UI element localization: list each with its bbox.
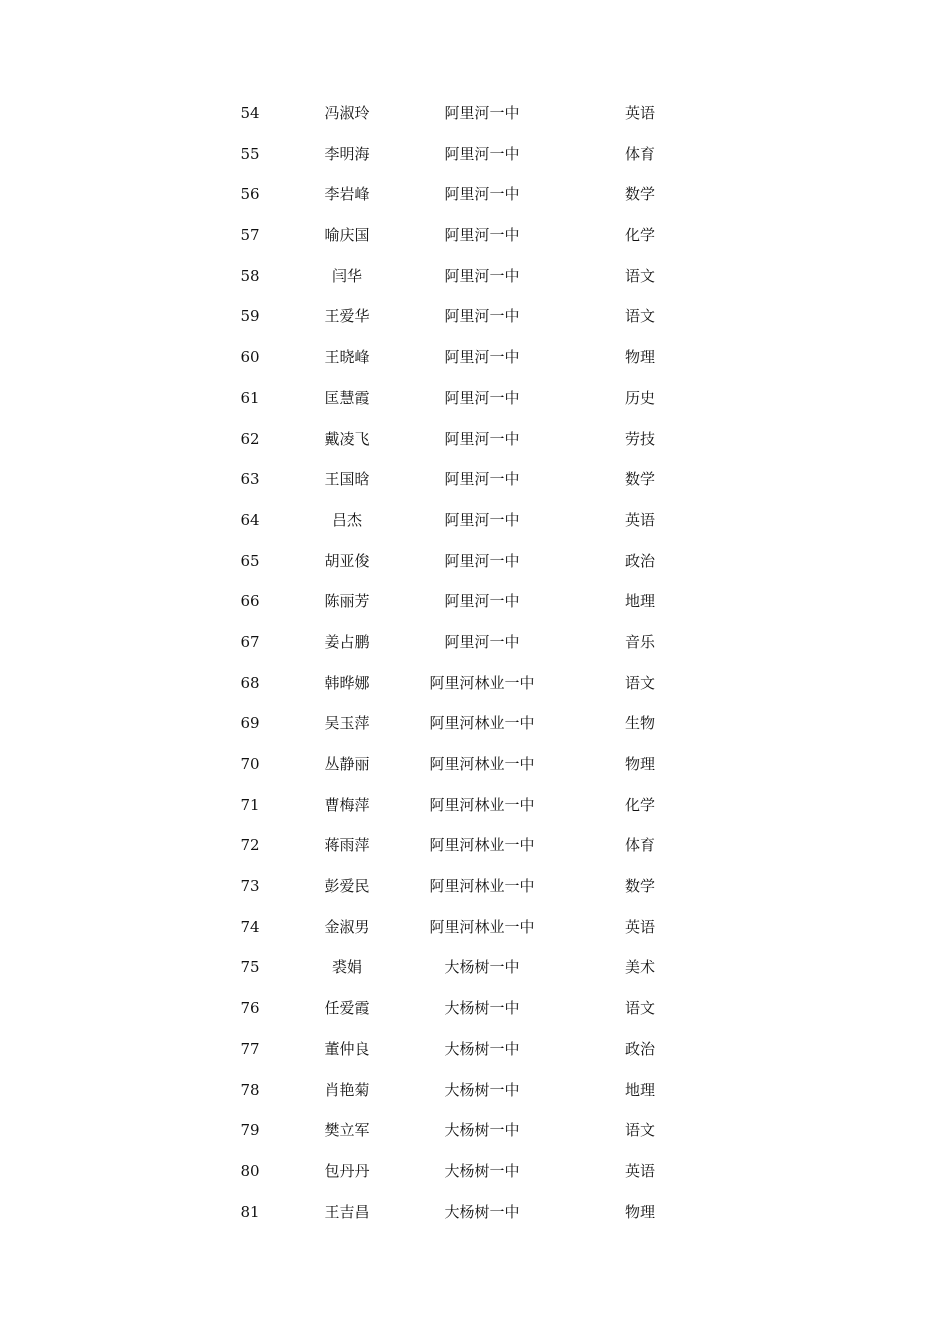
row-number: 65 [240, 551, 260, 570]
table-row [0, 256, 950, 297]
table-row [0, 988, 950, 1029]
table-row [0, 1070, 950, 1111]
row-number: 58 [240, 266, 260, 285]
row-number: 63 [240, 470, 260, 489]
school-name: 阿里河一中 [444, 266, 520, 285]
row-number: 62 [240, 429, 260, 448]
subject-name: 物理 [624, 348, 655, 367]
table-row [0, 1029, 950, 1070]
teacher-name: 曹梅萍 [324, 795, 370, 814]
table-row [0, 215, 950, 256]
teacher-name: 蒋雨萍 [324, 836, 370, 855]
teacher-name: 李岩峰 [324, 185, 370, 204]
school-name: 大杨树一中 [444, 1039, 520, 1058]
school-name: 大杨树一中 [444, 1121, 520, 1140]
school-name: 阿里河一中 [444, 592, 520, 611]
teacher-name: 李明海 [324, 144, 370, 163]
subject-name: 政治 [624, 551, 655, 570]
teacher-name: 冯淑玲 [324, 104, 370, 122]
table-row [0, 622, 950, 663]
table-row [0, 1110, 950, 1151]
subject-name: 语文 [624, 999, 655, 1018]
subject-name: 历史 [624, 388, 655, 407]
school-name: 阿里河林业一中 [429, 714, 535, 733]
subject-name: 化学 [624, 795, 655, 814]
table-row [0, 459, 950, 500]
teacher-name: 王晓峰 [324, 348, 370, 367]
teacher-name: 戴凌飞 [324, 429, 370, 448]
row-number: 59 [240, 307, 260, 326]
subject-name: 地理 [624, 1080, 655, 1099]
school-name: 阿里河一中 [444, 632, 520, 651]
school-name: 阿里河一中 [444, 185, 520, 204]
school-name: 阿里河一中 [444, 104, 520, 122]
table-row [0, 703, 950, 744]
table-row [0, 866, 950, 907]
subject-name: 体育 [624, 836, 655, 855]
subject-name: 音乐 [624, 632, 655, 651]
table-row [0, 907, 950, 948]
row-number: 60 [240, 348, 260, 367]
school-name: 阿里河林业一中 [429, 917, 535, 936]
table-row [0, 93, 950, 134]
row-number: 54 [240, 104, 260, 122]
subject-name: 英语 [624, 1161, 655, 1180]
table-row [0, 947, 950, 988]
teacher-name: 肖艳菊 [324, 1080, 370, 1099]
subject-name: 语文 [624, 673, 655, 692]
school-name: 阿里河一中 [444, 429, 520, 448]
school-name: 阿里河林业一中 [429, 877, 535, 896]
teacher-name: 王国晗 [324, 470, 370, 489]
teacher-name: 包丹丹 [324, 1161, 370, 1180]
row-number: 61 [240, 388, 260, 407]
row-number: 72 [240, 836, 260, 855]
teacher-name: 闫华 [331, 266, 362, 285]
teacher-name: 金淑男 [324, 917, 370, 936]
subject-name: 语文 [624, 266, 655, 285]
teacher-name: 任爱霞 [324, 999, 370, 1018]
table-row [0, 1192, 950, 1233]
school-name: 大杨树一中 [444, 958, 520, 977]
school-name: 大杨树一中 [444, 1202, 520, 1221]
subject-name: 数学 [624, 470, 655, 489]
school-name: 阿里河一中 [444, 144, 520, 163]
row-number: 73 [240, 877, 260, 896]
row-number: 68 [240, 673, 260, 692]
table-row [0, 663, 950, 704]
teacher-name: 彭爱民 [324, 877, 370, 896]
school-name: 阿里河一中 [444, 510, 520, 529]
teacher-name: 韩晔娜 [324, 673, 370, 692]
teacher-name: 吴玉萍 [324, 714, 370, 733]
row-number: 81 [240, 1202, 260, 1221]
teacher-name: 裘娟 [331, 958, 362, 977]
table-row [0, 134, 950, 175]
subject-name: 英语 [624, 104, 655, 122]
teacher-name: 喻庆国 [324, 226, 370, 245]
subject-name: 数学 [624, 877, 655, 896]
table-row [0, 581, 950, 622]
table-row [0, 744, 950, 785]
teacher-name: 樊立军 [324, 1121, 370, 1140]
school-name: 阿里河一中 [444, 226, 520, 245]
table-row [0, 174, 950, 215]
table-row [0, 785, 950, 826]
table-row [0, 1151, 950, 1192]
row-number: 70 [240, 755, 260, 773]
subject-name: 语文 [624, 1121, 655, 1140]
table-row [0, 337, 950, 378]
school-name: 阿里河林业一中 [429, 795, 535, 814]
school-name: 阿里河一中 [444, 388, 520, 407]
row-number: 69 [240, 714, 260, 733]
subject-name: 地理 [624, 592, 655, 611]
row-number: 64 [240, 510, 260, 529]
table-row [0, 419, 950, 460]
school-name: 阿里河一中 [444, 551, 520, 570]
school-name: 大杨树一中 [444, 999, 520, 1018]
row-number: 71 [240, 795, 260, 814]
subject-name: 体育 [624, 144, 655, 163]
teacher-name: 王爱华 [324, 307, 370, 326]
row-number: 77 [240, 1039, 260, 1058]
row-number: 80 [240, 1161, 260, 1180]
table-row [0, 825, 950, 866]
table-row [0, 296, 950, 337]
teacher-name: 陈丽芳 [324, 592, 370, 611]
row-number: 56 [240, 185, 260, 204]
subject-name: 英语 [624, 510, 655, 529]
row-number: 79 [240, 1121, 260, 1140]
subject-name: 语文 [624, 307, 655, 326]
subject-name: 英语 [624, 917, 655, 936]
row-number: 67 [240, 632, 260, 651]
school-name: 阿里河林业一中 [429, 836, 535, 855]
school-name: 阿里河一中 [444, 470, 520, 489]
row-number: 75 [240, 958, 260, 977]
school-name: 阿里河一中 [444, 348, 520, 367]
table-row [0, 500, 950, 541]
subject-name: 物理 [624, 1202, 655, 1221]
row-number: 55 [240, 144, 260, 163]
row-number: 66 [240, 592, 260, 611]
table-row [0, 541, 950, 582]
row-number: 78 [240, 1080, 260, 1099]
row-number: 76 [240, 999, 260, 1018]
table-row [0, 378, 950, 419]
teacher-name: 丛静丽 [324, 755, 370, 773]
teacher-name: 董仲良 [324, 1039, 370, 1058]
subject-name: 美术 [624, 958, 655, 977]
teacher-name: 王吉昌 [324, 1202, 370, 1221]
school-name: 阿里河林业一中 [429, 673, 535, 692]
teacher-name: 吕杰 [331, 510, 362, 529]
school-name: 阿里河一中 [444, 307, 520, 326]
row-number: 74 [240, 917, 260, 936]
subject-name: 劳技 [624, 429, 655, 448]
subject-name: 生物 [624, 714, 655, 733]
subject-name: 政治 [624, 1039, 655, 1058]
subject-name: 物理 [624, 755, 655, 773]
subject-name: 化学 [624, 226, 655, 245]
school-name: 大杨树一中 [444, 1161, 520, 1180]
teacher-name: 匡慧霞 [324, 388, 370, 407]
school-name: 阿里河林业一中 [429, 755, 535, 773]
school-name: 大杨树一中 [444, 1080, 520, 1099]
teacher-name: 胡亚俊 [324, 551, 370, 570]
row-number: 57 [240, 226, 260, 245]
teacher-table [0, 93, 950, 1232]
teacher-name: 姜占鹏 [324, 632, 370, 651]
subject-name: 数学 [624, 185, 655, 204]
